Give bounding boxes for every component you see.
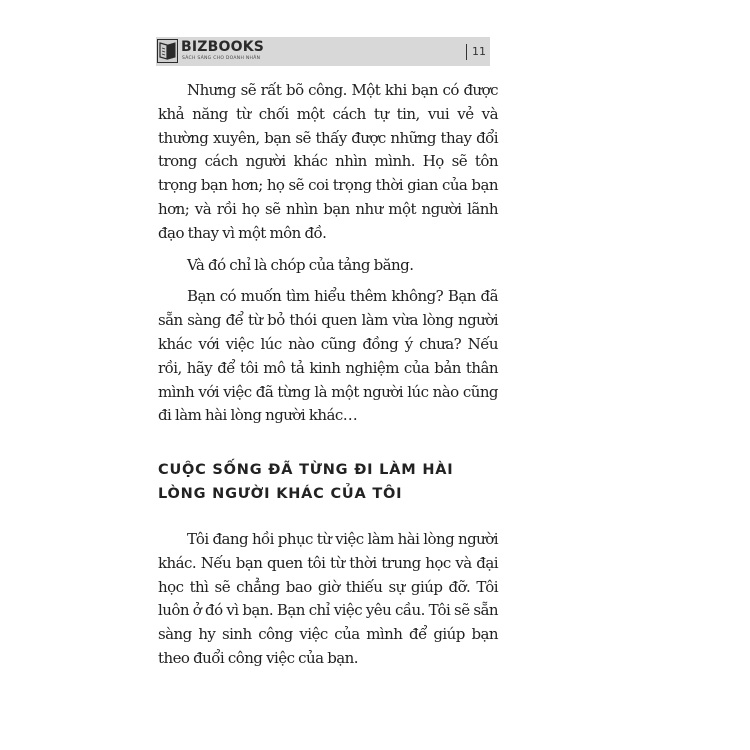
body-paragraph: Nhưng sẽ rất bõ công. Một khi bạn có được khả năng từ chối một cách tự tin, vui vẻ và thường xuyên, bạn sẽ thấy được những thay đổi trong cách người khác nhìn mình. Họ sẽ tôn trọng bạn hơn; họ sẽ coi trọng thời gian của bạn hơn; và rồi họ sẽ nhìn bạn như một người lãnh đạo thay vì một môn đồ. xyxy=(158,81,498,242)
bizbooks-logo-icon xyxy=(157,39,178,63)
body-paragraph: Bạn có muốn tìm hiểu thêm không? Bạn đã sẵn sàng để từ bỏ thói quen làm vừa lòng người khác với việc lúc nào cũng đồng ý chưa? Nếu rồi, hãy để tôi mô tả kinh nghiệm của bản thân mình với việc đã từng là một người lúc nào cũng đi làm hài lòng người khác… xyxy=(158,287,498,425)
brand-name: BIZBOOKS xyxy=(181,39,265,55)
header-divider xyxy=(466,44,467,60)
section-body xyxy=(158,528,498,671)
page-number: 11 xyxy=(472,45,486,58)
publisher-logo xyxy=(156,37,296,66)
body-paragraph: Và đó chỉ là chóp của tảng băng. xyxy=(187,255,414,274)
section-paragraph: Tôi đang hồi phục từ việc làm hài lòng người khác. Nếu bạn quen tôi từ thời trung học và đại học thì sẽ chẳng bao giờ thiếu sự giúp đỡ. Tôi luôn ở đó vì bạn. Bạn chỉ việc yêu cầu. Tôi sẽ sẵn sàng hy sinh công việc của mình để giúp bạn theo đuổi công việc của bạn. xyxy=(158,530,498,667)
running-header xyxy=(156,37,490,66)
page-body xyxy=(158,79,498,428)
section-heading: CUỘC SỐNG ĐÃ TỪNG ĐI LÀM HÀI LÒNG NGƯỜI KHÁC CỦA TÔI xyxy=(158,462,454,502)
brand-tagline: SÁCH SÁNG CHO DOANH NHÂN xyxy=(182,56,261,61)
